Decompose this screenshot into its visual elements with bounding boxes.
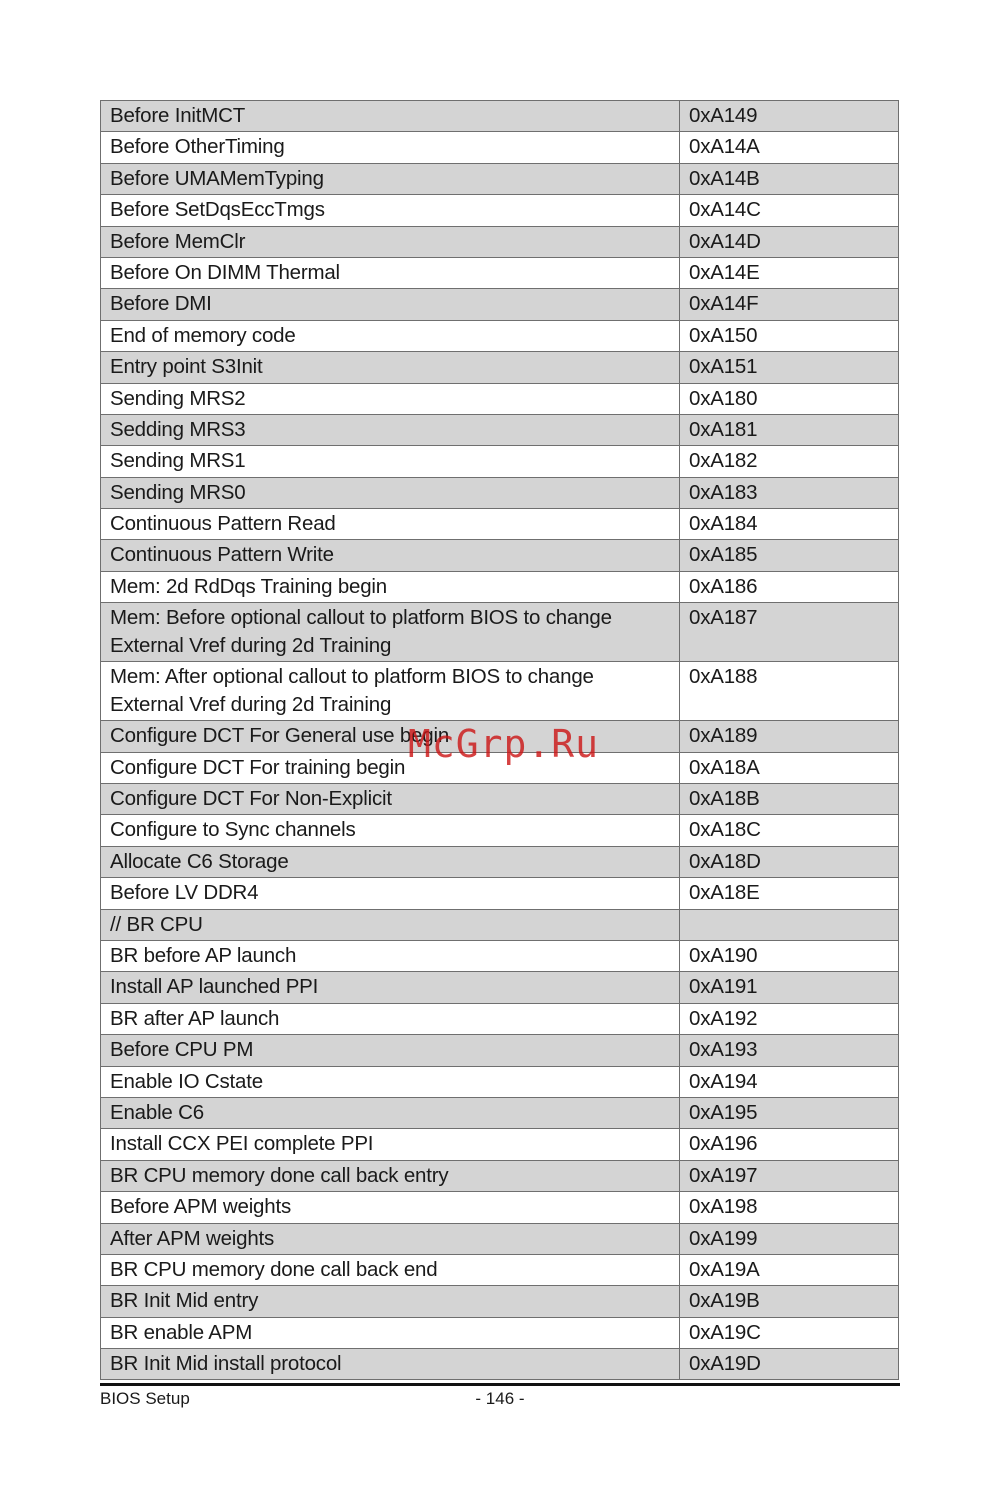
table-row xyxy=(101,1254,899,1285)
row-code: 0xA191 xyxy=(680,972,899,1003)
row-description: Configure DCT For training begin xyxy=(101,752,680,783)
table-row xyxy=(101,815,899,846)
row-description: Before DMI xyxy=(101,289,680,320)
row-code: 0xA19B xyxy=(680,1286,899,1317)
row-description: BR enable APM xyxy=(101,1317,680,1348)
table-row xyxy=(101,320,899,351)
row-code: 0xA182 xyxy=(680,446,899,477)
row-code: 0xA18E xyxy=(680,878,899,909)
row-description: Sending MRS2 xyxy=(101,383,680,414)
footer-divider xyxy=(100,1383,900,1386)
row-description: Before SetDqsEccTmgs xyxy=(101,195,680,226)
row-code: 0xA151 xyxy=(680,352,899,383)
row-code: 0xA185 xyxy=(680,540,899,571)
row-description: End of memory code xyxy=(101,320,680,351)
row-description: BR Init Mid install protocol xyxy=(101,1349,680,1380)
row-code: 0xA183 xyxy=(680,477,899,508)
row-description: Enable IO Cstate xyxy=(101,1066,680,1097)
row-description: Before On DIMM Thermal xyxy=(101,257,680,288)
table-row xyxy=(101,352,899,383)
table-row xyxy=(101,289,899,320)
table-row xyxy=(101,571,899,602)
row-code: 0xA18C xyxy=(680,815,899,846)
row-code: 0xA14E xyxy=(680,257,899,288)
row-code: 0xA19A xyxy=(680,1254,899,1285)
row-description: Before InitMCT xyxy=(101,101,680,132)
table-row xyxy=(101,1317,899,1348)
row-code: 0xA198 xyxy=(680,1192,899,1223)
table-row xyxy=(101,1192,899,1223)
row-code: 0xA150 xyxy=(680,320,899,351)
row-code: 0xA14A xyxy=(680,132,899,163)
table-row xyxy=(101,1223,899,1254)
row-code: 0xA14F xyxy=(680,289,899,320)
row-code: 0xA14C xyxy=(680,195,899,226)
row-code: 0xA18A xyxy=(680,752,899,783)
row-code: 0xA184 xyxy=(680,509,899,540)
row-code: 0xA187 xyxy=(680,603,899,662)
row-code: 0xA193 xyxy=(680,1035,899,1066)
table-row xyxy=(101,846,899,877)
table-row xyxy=(101,1003,899,1034)
table-row xyxy=(101,132,899,163)
row-description: Before UMAMemTyping xyxy=(101,163,680,194)
row-code: 0xA180 xyxy=(680,383,899,414)
table-row xyxy=(101,1349,899,1380)
table-row xyxy=(101,540,899,571)
row-code: 0xA188 xyxy=(680,662,899,721)
row-code: 0xA19D xyxy=(680,1349,899,1380)
table-row xyxy=(101,603,899,662)
row-code: 0xA186 xyxy=(680,571,899,602)
row-code: 0xA199 xyxy=(680,1223,899,1254)
table-row xyxy=(101,446,899,477)
table-row xyxy=(101,1097,899,1128)
table-row xyxy=(101,163,899,194)
row-code: 0xA14B xyxy=(680,163,899,194)
row-description: Before OtherTiming xyxy=(101,132,680,163)
table-row xyxy=(101,1035,899,1066)
row-description: BR before AP launch xyxy=(101,940,680,971)
row-description: Entry point S3Init xyxy=(101,352,680,383)
row-code: 0xA149 xyxy=(680,101,899,132)
table-row xyxy=(101,972,899,1003)
table-row xyxy=(101,477,899,508)
row-code: 0xA181 xyxy=(680,414,899,445)
row-description: Install CCX PEI complete PPI xyxy=(101,1129,680,1160)
row-description: BR after AP launch xyxy=(101,1003,680,1034)
watermark: McGrp.Ru xyxy=(408,722,600,766)
row-code: 0xA197 xyxy=(680,1160,899,1191)
table-row xyxy=(101,1160,899,1191)
table-row xyxy=(101,1286,899,1317)
row-description: Before APM weights xyxy=(101,1192,680,1223)
row-description: BR CPU memory done call back end xyxy=(101,1254,680,1285)
row-description: // BR CPU xyxy=(101,909,680,940)
row-description: Mem: 2d RdDqs Training begin xyxy=(101,571,680,602)
table-row xyxy=(101,509,899,540)
row-description: Mem: After optional callout to platform BIOS to change External Vref during 2d Training xyxy=(101,662,680,721)
row-code: 0xA189 xyxy=(680,721,899,752)
row-code: 0xA195 xyxy=(680,1097,899,1128)
row-code: 0xA18B xyxy=(680,784,899,815)
page-number: - 146 - xyxy=(475,1389,525,1408)
table-row xyxy=(101,909,899,940)
row-description: Enable C6 xyxy=(101,1097,680,1128)
table-row xyxy=(101,662,899,721)
row-description: Continuous Pattern Read xyxy=(101,509,680,540)
table-row xyxy=(101,784,899,815)
table-row xyxy=(101,257,899,288)
row-description: Before LV DDR4 xyxy=(101,878,680,909)
row-description: Configure to Sync channels xyxy=(101,815,680,846)
row-description: Sending MRS0 xyxy=(101,477,680,508)
footer-section-title: BIOS Setup xyxy=(100,1389,190,1408)
table-row xyxy=(101,1066,899,1097)
row-description: Mem: Before optional callout to platform BIOS to change External Vref during 2d Training xyxy=(101,603,680,662)
row-description: Configure DCT For General use begin xyxy=(101,721,680,752)
row-description: Configure DCT For Non-Explicit xyxy=(101,784,680,815)
row-description: Sedding MRS3 xyxy=(101,414,680,445)
row-description: BR Init Mid entry xyxy=(101,1286,680,1317)
table-row xyxy=(101,1129,899,1160)
table-row xyxy=(101,414,899,445)
table-row xyxy=(101,383,899,414)
row-description: Allocate C6 Storage xyxy=(101,846,680,877)
table-row xyxy=(101,878,899,909)
row-code: 0xA18D xyxy=(680,846,899,877)
row-code xyxy=(680,909,899,940)
table-row xyxy=(101,940,899,971)
row-code: 0xA14D xyxy=(680,226,899,257)
table-row xyxy=(101,101,899,132)
row-description: Continuous Pattern Write xyxy=(101,540,680,571)
row-code: 0xA196 xyxy=(680,1129,899,1160)
table-row xyxy=(101,226,899,257)
row-code: 0xA19C xyxy=(680,1317,899,1348)
row-description: Before CPU PM xyxy=(101,1035,680,1066)
row-description: Before MemClr xyxy=(101,226,680,257)
table-row xyxy=(101,195,899,226)
row-code: 0xA194 xyxy=(680,1066,899,1097)
row-description: After APM weights xyxy=(101,1223,680,1254)
row-description: BR CPU memory done call back entry xyxy=(101,1160,680,1191)
row-code: 0xA192 xyxy=(680,1003,899,1034)
row-description: Install AP launched PPI xyxy=(101,972,680,1003)
row-description: Sending MRS1 xyxy=(101,446,680,477)
row-code: 0xA190 xyxy=(680,940,899,971)
